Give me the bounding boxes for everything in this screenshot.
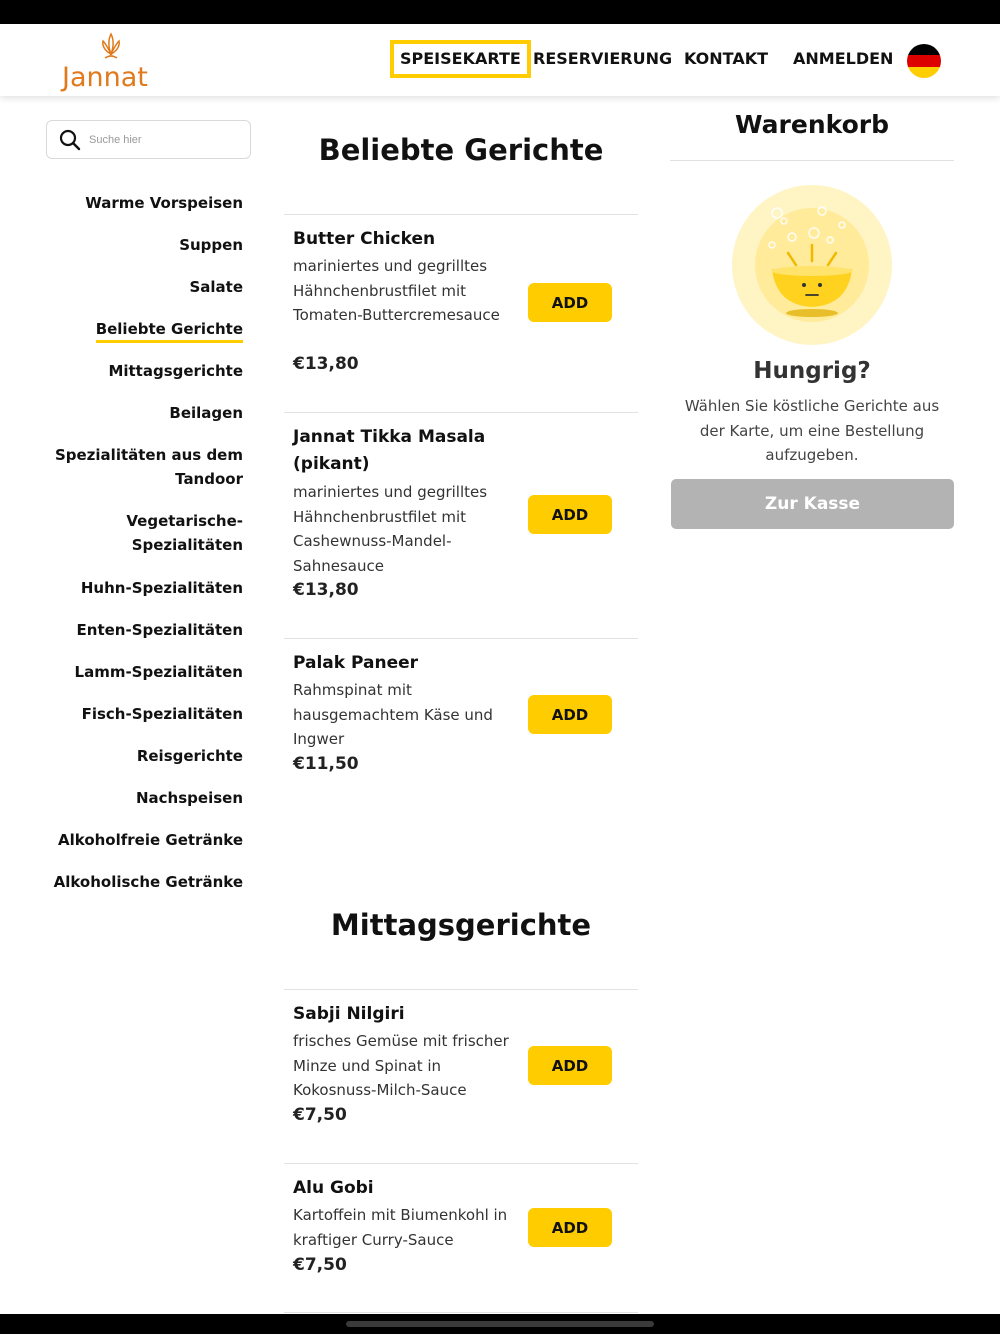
category-mittagsgerichte[interactable]: Mittagsgerichte [108,362,243,380]
category-beliebte-gerichte[interactable] [43,317,243,341]
dish-price: €13,80 [293,354,359,374]
cart-empty-heading: Hungrig? [753,358,871,384]
dish-price: €7,50 [293,1255,347,1275]
empty-bowl-illustration [732,185,892,345]
category-nachspeisen[interactable]: Nachspeisen [135,789,243,807]
category-salate[interactable]: Salate [189,278,243,296]
logo-text: Jannat [62,62,148,93]
section-title-mittagsgerichte: Mittagsgerichte [330,908,592,942]
dish-name: Palak Paneer [293,653,419,673]
dish-name: Sabji Nilgiri [293,1004,405,1024]
nav-kontakt[interactable]: KONTAKT [684,49,769,68]
lotus-flame-icon [96,32,126,62]
category-tandoor[interactable]: Spezialitäten aus dem Tandoor [54,446,243,488]
add-palak-paneer-button[interactable]: ADD [528,695,612,734]
add-butter-chicken-button[interactable]: ADD [528,283,612,322]
nav-anmelden[interactable]: ANMELDEN [793,49,894,68]
category-warme-vorspeisen[interactable]: Warme Vorspeisen [85,194,243,212]
category-beilagen[interactable]: Beilagen [169,404,243,422]
category-beliebte-gerichte-label: Beliebte Gerichte [96,320,243,343]
category-huhn[interactable]: Huhn-Spezialitäten [80,579,243,597]
category-suppen[interactable]: Suppen [179,236,243,254]
home-indicator[interactable] [346,1321,654,1327]
dish-description: frisches Gemüse mit frischer Minze und Spinat in Kokosnuss-Milch-Sauce [293,1032,509,1099]
status-bar [0,0,1000,24]
dish-price: €13,80 [293,580,359,600]
dish-name: Alu Gobi [293,1178,374,1198]
nav-reservierung[interactable]: RESERVIERUNG [533,49,673,68]
dish-description: Kartoffein mit Biumenkohl in kraftiger Curry-Sauce [293,1206,508,1249]
dish-price: €7,50 [293,1105,347,1125]
add-alu-gobi-button[interactable]: ADD [528,1208,612,1247]
dish-description: mariniertes und gegrilltes Hähnchenbrustfilet mit Cashewnuss-Mandel-Sahnesauce [293,483,488,575]
divider [284,1312,638,1313]
dish-description: Rahmspinat mit hausgemachtem Käse und Ingwer [293,681,493,748]
divider [284,214,638,215]
search-icon [59,129,81,151]
category-vegetarisch[interactable]: Vegetarische-Spezialitäten [126,512,243,554]
category-reisgerichte[interactable]: Reisgerichte [136,747,243,765]
divider [284,638,638,639]
dish-name: Butter Chicken [293,229,436,249]
checkout-button[interactable]: Zur Kasse [671,479,954,529]
category-fisch[interactable]: Fisch-Spezialitäten [81,705,243,723]
section-title-beliebte-gerichte: Beliebte Gerichte [318,133,604,167]
category-enten[interactable]: Enten-Spezialitäten [76,621,243,639]
dish-description: mariniertes und gegrilltes Hähnchenbrustfilet mit Tomaten-Buttercremesauce [293,257,500,324]
search-input[interactable] [89,129,239,151]
category-alkoholfreie-getraenke[interactable]: Alkoholfreie Getränke [58,831,243,849]
jannat-logo[interactable] [60,32,170,92]
germany-flag-icon[interactable] [907,44,941,78]
category-lamm[interactable]: Lamm-Spezialitäten [74,663,243,681]
cart-title: Warenkorb [735,110,889,139]
divider [284,412,638,413]
cart-divider [670,160,954,161]
dish-name: Jannat Tikka Masala (pikant) [293,427,486,474]
dish-price: €11,50 [293,754,359,774]
category-alkoholische-getraenke[interactable]: Alkoholische Getränke [53,873,243,891]
add-tikka-masala-button[interactable]: ADD [528,495,612,534]
divider [284,1163,638,1164]
cart-empty-text: Wählen Sie köstliche Gerichte aus der Karte, um eine Bestellung aufzugeben. [684,397,940,464]
nav-speisekarte[interactable]: SPEISEKARTE [390,40,531,78]
search-box[interactable] [46,120,251,159]
site-header [0,24,1000,96]
divider [284,989,638,990]
add-sabji-nilgiri-button[interactable]: ADD [528,1046,612,1085]
